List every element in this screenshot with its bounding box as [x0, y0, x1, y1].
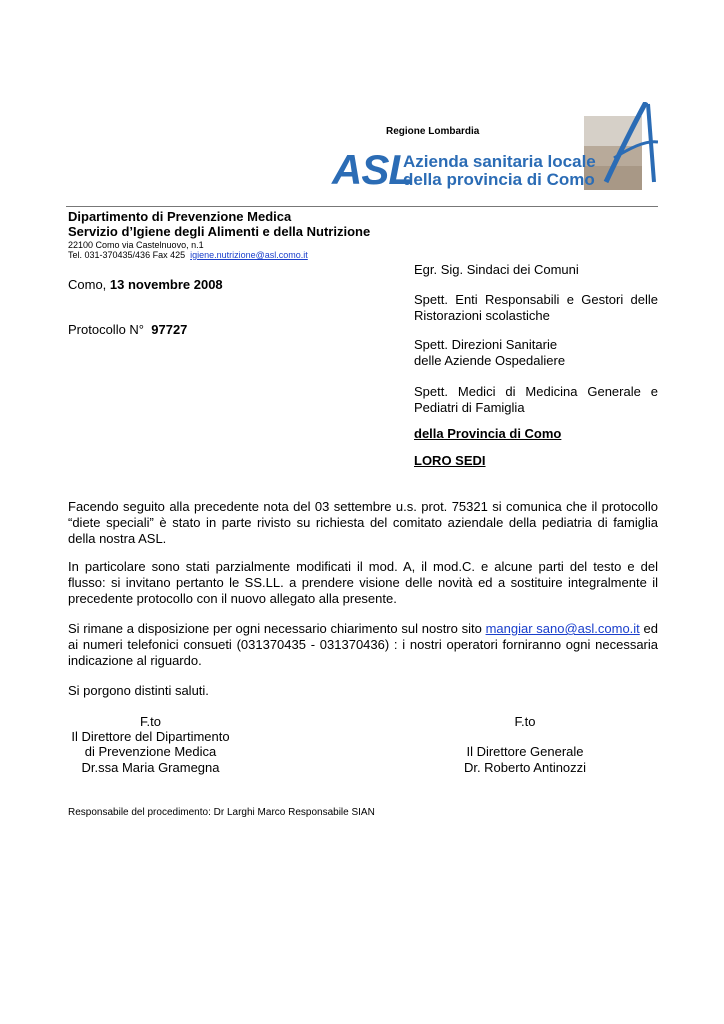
recipient-loro-sedi: LORO SEDI: [414, 453, 486, 468]
asl-logo-mark: [584, 102, 658, 190]
responsible-footer: Responsabile del procedimento: Dr Larghi Marco Responsabile SIAN: [68, 807, 375, 818]
logo-line-1: Azienda sanitaria locale: [403, 152, 596, 171]
recipient-province: della Provincia di Como: [414, 426, 562, 441]
paragraph-3-start: Si rimane a disposizione per ogni necessario chiarimento sul nostro sito: [68, 621, 486, 636]
left-fto: F.to: [140, 714, 161, 729]
recipient-4: Spett. Medici di Medicina Generale e Pediatri di Famiglia: [414, 384, 658, 415]
contact-line: [68, 250, 308, 260]
website-link[interactable]: mangiar sano@asl.como.it: [485, 621, 640, 636]
recipient-1: Egr. Sig. Sindaci dei Comuni: [414, 262, 579, 277]
service-name: Servizio d’Igiene degli Alimenti e della Nutrizione: [68, 224, 371, 239]
protocol-label: Protocollo N°: [68, 322, 145, 337]
body-paragraph-1: Facendo seguito alla precedente nota del 03 settembre u.s. prot. 75321 si comunica che il protocollo “diete speciali” è stato in parte rivisto su richiesta del comitato aziendale della pediatria di famiglia della nostra ASL.: [68, 499, 658, 546]
left-sign-line-2: di Prevenzione Medica: [84, 744, 217, 759]
email-link[interactable]: igiene.nutrizione@asl.como.it: [190, 250, 308, 260]
recipient-2: Spett. Enti Responsabili e Gestori delle Ristorazioni scolastiche: [414, 292, 658, 323]
date: 13 novembre 2008: [109, 277, 223, 292]
recipient-3b: delle Aziende Ospedaliere: [414, 353, 566, 368]
place: Como,: [68, 277, 107, 292]
asl-logo-text: ASL: [332, 146, 413, 193]
closing-salutation: Si porgono distinti saluti.: [68, 683, 209, 698]
logo-line-2: della provincia di Como: [403, 170, 595, 189]
phone-fax: Tel. 031-370435/436 Fax 425: [68, 250, 186, 260]
department-name: Dipartimento di Prevenzione Medica: [68, 209, 292, 224]
paragraph-3-end: ed ai numeri telefonici consueti (031370435 - 031370436) : i nostri operatori forniranno ogni necessaria indicazione al riguardo.: [68, 621, 658, 668]
right-fto: F.to: [514, 714, 536, 729]
right-sign-line-1: Il Direttore Generale: [466, 744, 584, 759]
protocol-line: [68, 322, 187, 338]
date-line: [68, 277, 223, 293]
region-name: Regione Lombardia: [386, 126, 480, 137]
body-paragraph-2: In particolare sono stati parzialmente modificati il mod. A, il mod.C. e alcune parti del testo e del flusso: si invitano pertanto le SS.LL. a prendere visione delle novità ed a sostituire integralmente il precedente protocollo con il nuovo allegato alla presente.: [68, 559, 658, 606]
recipient-3a: Spett. Direzioni Sanitarie: [414, 337, 558, 352]
address: 22100 Como via Castelnuovo, n.1: [68, 240, 204, 250]
left-signatory-name: Dr.ssa Maria Gramegna: [81, 760, 220, 775]
protocol-number: 97727: [151, 322, 188, 337]
header-divider: [66, 206, 658, 207]
right-signatory-name: Dr. Roberto Antinozzi: [463, 760, 587, 775]
left-sign-line-1: Il Direttore del Dipartimento: [71, 729, 230, 744]
body-paragraph-3: [68, 621, 658, 669]
